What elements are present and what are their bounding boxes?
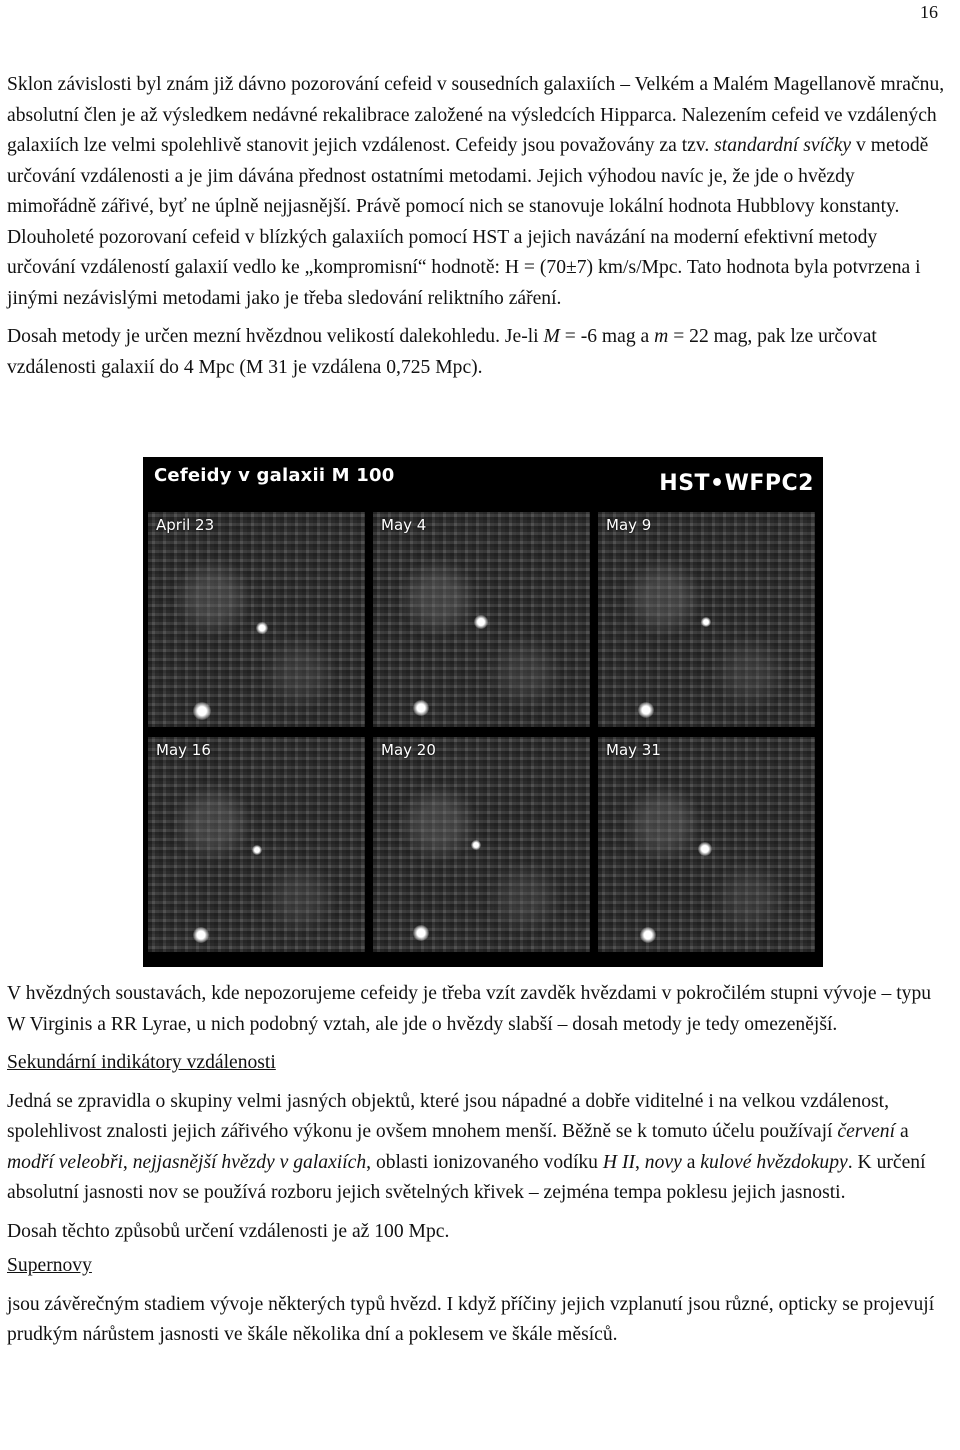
image-panel-april-23 — [148, 512, 365, 727]
image-panel-may-16 — [148, 737, 365, 952]
emphasis-brightest-stars: nejjasnější hvězdy v galaxiích — [132, 1151, 367, 1173]
text-run: Jedná se zpravidla o skupiny velmi jasných objektů, které jsou nápadné a dobře viditelné i na velkou vzdálenost, spolehlivost znalosti jejich zářivého výkonu je ovšem mnohem menší. Běžně se k tomuto účelu používají — [7, 1090, 890, 1142]
field-star — [193, 927, 209, 943]
cepheid-star — [701, 617, 711, 627]
heading-secondary-indicators: Sekundární indikátory vzdálenosti — [7, 1052, 276, 1073]
emphasis-h-ii: H II — [602, 1151, 635, 1173]
field-star — [640, 927, 656, 943]
heading-supernovae: Supernovy — [7, 1255, 92, 1276]
text-run: , — [635, 1151, 645, 1173]
field-star — [638, 702, 654, 718]
paragraph-supernovae: jsou závěrečným stadiem vývoje některých typů hvězd. I když příčiny jejich vzplanutí jsou různé, opticky se projevují prudkým nárůstem jasnosti ve škále několika dní a poklesem ve škále měsíců. — [7, 1293, 935, 1345]
text-run: a — [895, 1121, 909, 1142]
emphasis-globular-clusters: kulové hvězdokupy — [700, 1151, 848, 1173]
panel-date-label: April 23 — [156, 516, 215, 534]
text-run: , — [122, 1151, 133, 1173]
paragraph-cepheid-slope — [7, 70, 946, 314]
text-run: , oblasti ionizovaného vodíku — [366, 1151, 603, 1173]
image-panel-may-9 — [598, 512, 815, 727]
panel-date-label: May 20 — [381, 741, 436, 759]
cepheid-star — [474, 615, 488, 629]
text-run: v metodě určování vzdálenosti a je jim dávána přednost ostatními metodami. Jejich výhodou navíc je, že jde o hvězdy mimořádně zářivé, byť ne úplně nejjasnější. Právě pomocí nich se stanovuje lokální hodnota Hubblovy konstanty. Dlouholeté pozorovaní cefeid v blízkých galaxiích pomocí HST a jejich navázání na moderní efektivní metody určování vzdáleností galaxií vedlo ke „kompromisní“ hodnotě: H = (70±7) km/s/Mpc. Tato hodnota byla potvrzena i jinými nezávislými metodami jako je třeba sledování reliktního záření. — [7, 135, 929, 309]
cepheid-figure — [143, 457, 823, 967]
emphasis-red: červení — [837, 1121, 896, 1142]
emphasis-standard-candles: standardní svíčky — [714, 135, 852, 156]
text-run: = 22 mag, pak lze určovat vzdálenosti galaxií do 4 Mpc (M 31 je vzdálena 0,725 Mpc). — [7, 326, 877, 378]
image-panel-may-20 — [373, 737, 590, 952]
page-number: 16 — [920, 2, 938, 22]
field-star — [413, 700, 429, 716]
figure-title: Cefeidy v galaxii M 100 — [154, 465, 395, 486]
text-run: = -6 mag a — [559, 326, 655, 347]
text-run: . K určení absolutní jasnosti nov se používá rozboru jejich světelných křivek – zejména tempa poklesu jejich jasnosti. — [7, 1151, 926, 1203]
document-body — [7, 70, 946, 391]
symbol-absolute-magnitude: M — [543, 326, 560, 347]
text-run: a — [681, 1151, 701, 1173]
paragraph-range-100-mpc: Dosah těchto způsobů určení vzdálenosti je až 100 Mpc. — [7, 1220, 450, 1242]
field-star — [413, 925, 429, 941]
panel-date-label: May 16 — [156, 741, 211, 759]
cepheid-star — [256, 622, 268, 634]
cepheid-star — [698, 842, 712, 856]
panel-date-label: May 9 — [606, 516, 652, 534]
emphasis-novae: novy — [644, 1151, 682, 1173]
panel-date-label: May 4 — [381, 516, 427, 534]
document-body-continued — [7, 979, 946, 1359]
panel-date-label: May 31 — [606, 741, 661, 759]
symbol-apparent-magnitude: m — [654, 326, 669, 347]
image-panel-may-4 — [373, 512, 590, 727]
emphasis-blue-supergiants: modří veleobři — [7, 1151, 123, 1173]
paragraph-other-variables: V hvězdných soustavách, kde nepozorujeme cefeidy je třeba vzít zavděk hvězdami v pokročilém stupni vývoje – typu W Virginis a RR Lyrae, u nich podobný vztah, ale jde o hvězdy slabší – dosah metody je tedy omezenější. — [7, 983, 932, 1035]
field-star — [193, 702, 211, 720]
text-run: Dosah metody je určen mezní hvězdnou velikostí dalekohledu. Je-li — [7, 326, 544, 347]
figure-instrument-label: HST•WFPC2 — [659, 471, 814, 496]
text-run: Sklon závislosti byl znám již dávno pozorování cefeid v sousedních galaxiích – Velkém a Malém Magellanově mračnu, absolutní člen je až výsledkem nedávné rekalibrace založené na výsledcích Hipparca. Nalezením cefeid ve vzdálených galaxiích lze velmi spolehlivě stanovit jejich vzdálenost. Cefeidy jsou považovány za tzv. — [7, 74, 945, 156]
paragraph-secondary-indicators — [7, 1087, 946, 1209]
cepheid-star — [471, 840, 481, 850]
paragraph-method-range — [7, 322, 946, 383]
image-panel-may-31 — [598, 737, 815, 952]
cepheid-star — [252, 845, 262, 855]
